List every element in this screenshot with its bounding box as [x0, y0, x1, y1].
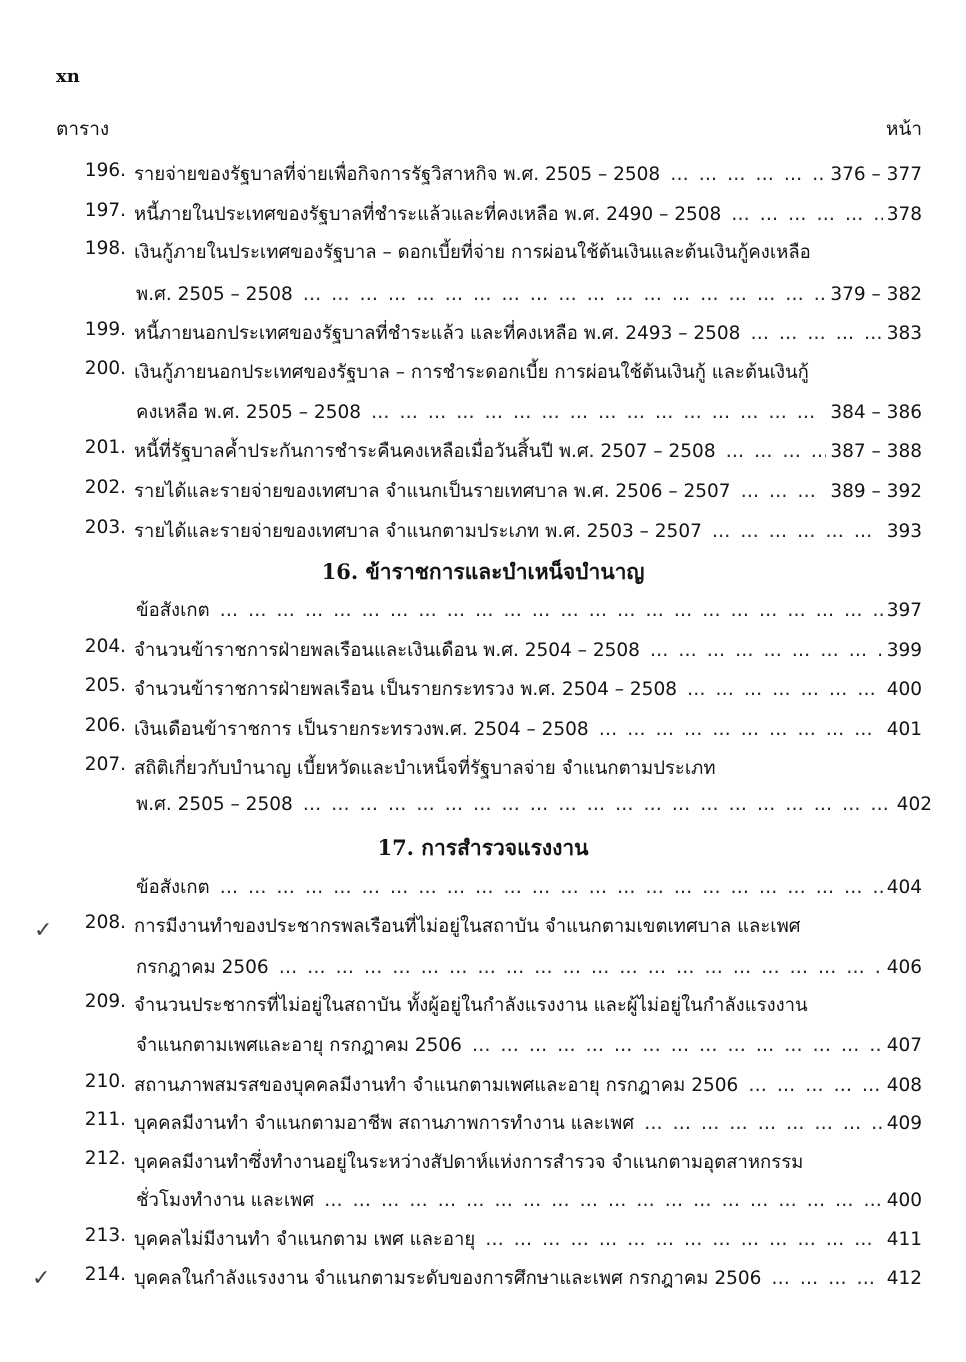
- entry-number: 200.: [84, 358, 126, 379]
- entry-title: หนี้ที่รัฐบาลค้ำประกันการชำระคืนคงเหลือเมื่อวันสิ้นปี พ.ศ. 2507 – 2508 … … … … … … … … … … … … … … … … … … … … … … … … … … … … … … … … … … … … … … … … … … 387 – 388: [134, 437, 922, 466]
- entry-number: 213.: [84, 1225, 126, 1246]
- toc-entry-208-cont: [0, 953, 966, 983]
- entry-title: หนี้ภายในประเทศของรัฐบาลที่ชำระแล้วและที่คงเหลือ พ.ศ. 2490 – 2508 … … … … … … … … … … … … … … … … … … … … … … … … … … … … … … … … … … … … … … … … … … 378: [134, 200, 922, 229]
- entry-page: 389 – 392: [830, 481, 922, 502]
- entry-number: 208.: [84, 912, 126, 933]
- section-17-note: [0, 873, 966, 903]
- entry-title: รายได้และรายจ่ายของเทศบาล จำแนกตามประเภท พ.ศ. 2503 – 2507 … … … … … … … … … … … … … … … … … … … … … … … … … … … … … … … … … … … … … … … … … … 393: [134, 517, 922, 546]
- entry-number: 209.: [84, 991, 126, 1012]
- toc-entry-206: [0, 715, 966, 745]
- entry-page: 400: [886, 1190, 922, 1211]
- entry-number: 205.: [84, 675, 126, 696]
- toc-entry-210: [0, 1071, 966, 1101]
- entry-page: 376 – 377: [830, 164, 922, 185]
- toc-entry-200: [0, 358, 966, 388]
- toc-entry-214: [0, 1264, 966, 1294]
- toc-entry-205: [0, 675, 966, 705]
- toc-entry-201: [0, 437, 966, 467]
- toc-entry-196: [0, 160, 966, 190]
- section-16-note: [0, 596, 966, 626]
- entry-page: 397: [886, 600, 922, 621]
- entry-number: 197.: [84, 200, 126, 221]
- entry-number: 198.: [84, 238, 126, 259]
- entry-title: บุคคลมีงานทำ จำแนกตามอาชีพ สถานภาพการทำงาน และเพศ … … … … … … … … … … … … … … … … … … … … … … … … … … … … … … … … … … … … … … … … … … 409: [134, 1109, 922, 1138]
- toc-entry-207: [0, 754, 966, 784]
- entry-title: รายได้และรายจ่ายของเทศบาล จำแนกเป็นรายเทศบาล พ.ศ. 2506 – 2507 … … … … … … … … … … … … … … … … … … … … … … … … … … … … … … … … … … … … … … … … … … 389 – 392: [134, 477, 922, 506]
- section-heading-17: 17. การสำรวจแรงงาน: [377, 835, 589, 860]
- entry-title: บุคคลไม่มีงานทำ จำแนกตาม เพศ และอายุ … … … … … … … … … … … … … … … … … … … … … … … … … … … … … … … … … … … … … … … … … … 411: [134, 1225, 922, 1254]
- entry-number: 203.: [84, 517, 126, 538]
- column-header-page: หน้า: [885, 118, 922, 140]
- entry-page: 409: [886, 1113, 922, 1134]
- entry-page: 400: [886, 679, 922, 700]
- entry-title: บุคคลมีงานทำซึ่งทำงานอยู่ในระหว่างสัปดาห์แห่งการสำรวจ จำแนกตามอุตสาหกรรม: [134, 1152, 804, 1173]
- check-mark: ✓: [34, 918, 53, 943]
- toc-entry-202: [0, 477, 966, 507]
- toc-entry-203: [0, 517, 966, 547]
- toc-entry-198: [0, 238, 966, 268]
- toc-entry-209-cont: [0, 1031, 966, 1061]
- toc-entry-207-cont: [0, 790, 966, 820]
- entry-number: 206.: [84, 715, 126, 736]
- entry-number: 204.: [84, 636, 126, 657]
- entry-title: เงินกู้ภายนอกประเทศของรัฐบาล – การชำระดอกเบี้ย การผ่อนใช้ต้นเงินกู้ และต้นเงินกู้: [134, 362, 809, 383]
- entry-page: 401: [886, 719, 922, 740]
- toc-entry-197: [0, 200, 966, 230]
- entry-page: 383: [886, 323, 922, 344]
- toc-entry-200-cont: [0, 398, 966, 428]
- entry-number: 196.: [84, 160, 126, 181]
- toc-entry-212-cont: [0, 1186, 966, 1216]
- entry-page: 406: [886, 957, 922, 978]
- entry-title-continuation: จำแนกตามเพศและอายุ กรกฎาคม 2506 … … … … … … … … … … … … … … … … … … … … … … … … … … … … … … … … … … … … … … … … … … 407: [136, 1031, 922, 1060]
- entry-title: สถิติเกี่ยวกับบำนาญ เบี้ยหวัดและบำเหน็จที่รัฐบาลจ่าย จำแนกตามประเภท: [134, 758, 716, 779]
- toc-entry-209: [0, 991, 966, 1021]
- check-mark: ✓: [32, 1266, 51, 1291]
- toc-entry-208: [0, 912, 966, 942]
- entry-page: 404: [886, 877, 922, 898]
- entry-number: 201.: [84, 437, 126, 458]
- entry-number: 207.: [84, 754, 126, 775]
- entry-number: 202.: [84, 477, 126, 498]
- entry-page: 408: [886, 1075, 922, 1096]
- entry-number: 199.: [84, 319, 126, 340]
- toc-entry-199: [0, 319, 966, 349]
- entry-title-continuation: ชั่วโมงทำงาน และเพศ … … … … … … … … … … … … … … … … … … … … … … … … … … … … … … … … … … … … … … … … … … 400: [136, 1186, 922, 1215]
- entry-page: 399: [886, 640, 922, 661]
- entry-number: 212.: [84, 1148, 126, 1169]
- entry-title-continuation: พ.ศ. 2505 – 2508 … … … … … … … … … … … … … … … … … … … … … … … … … … … … … … … … … … … … … … … … … … 402: [136, 790, 932, 819]
- entry-title-continuation: คงเหลือ พ.ศ. 2505 – 2508 … … … … … … … … … … … … … … … … … … … … … … … … … … … … … … … … … … … … … … … … … … 384 – 386: [136, 398, 922, 427]
- entry-page: 378: [886, 204, 922, 225]
- entry-page: 402: [896, 794, 932, 815]
- entry-title: หนี้ภายนอกประเทศของรัฐบาลที่ชำระแล้ว และที่คงเหลือ พ.ศ. 2493 – 2508 … … … … … … … … … … … … … … … … … … … … … … … … … … … … … … … … … … … … … … … … … … 383: [134, 319, 922, 348]
- toc-entry-198-cont: [0, 280, 966, 310]
- entry-number: 211.: [84, 1109, 126, 1130]
- entry-page: 384 – 386: [830, 402, 922, 423]
- entry-page: 407: [886, 1035, 922, 1056]
- entry-page: 411: [886, 1229, 922, 1250]
- note-entry: ข้อสังเกต … … … … … … … … … … … … … … … … … … … … … … … … … … … … … … … … … … … … … … … … … … 397: [136, 596, 922, 625]
- toc-entry-212: [0, 1148, 966, 1178]
- entry-title-continuation: กรกฎาคม 2506 … … … … … … … … … … … … … … … … … … … … … … … … … … … … … … … … … … … … … … … … … … 406: [136, 953, 922, 982]
- entry-page: 412: [886, 1268, 922, 1289]
- section-heading-16: 16. ข้าราชการและบำเหน็จบำนาญ: [321, 559, 645, 584]
- toc-entry-211: [0, 1109, 966, 1139]
- entry-title: จำนวนประชากรที่ไม่อยู่ในสถาบัน ทั้งผู้อยู่ในกำลังแรงงาน และผู้ไม่อยู่ในกำลังแรงงาน: [134, 995, 808, 1016]
- entry-title: จำนวนข้าราชการฝ่ายพลเรือนและเงินเดือน พ.ศ. 2504 – 2508 … … … … … … … … … … … … … … … … … … … … … … … … … … … … … … … … … … … … … … … … … … 399: [134, 636, 922, 665]
- entry-title: บุคคลในกำลังแรงงาน จำแนกตามระดับของการศึกษาและเพศ กรกฎาคม 2506 … … … … … … … … … … … … … … … … … … … … … … … … … … … … … … … … … … … … … … … … … … 412: [134, 1264, 922, 1293]
- page-number: xn: [56, 66, 80, 87]
- entry-number: 214.: [84, 1264, 126, 1285]
- entry-title: เงินเดือนข้าราชการ เป็นรายกระทรวงพ.ศ. 2504 – 2508 … … … … … … … … … … … … … … … … … … … … … … … … … … … … … … … … … … … … … … … … … … 401: [134, 715, 922, 744]
- entry-title: สถานภาพสมรสของบุคคลมีงานทำ จำแนกตามเพศและอายุ กรกฎาคม 2506 … … … … … … … … … … … … … … … … … … … … … … … … … … … … … … … … … … … … … … … … … … 408: [134, 1071, 922, 1100]
- entry-number: 210.: [84, 1071, 126, 1092]
- entry-title: การมีงานทำของประชากรพลเรือนที่ไม่อยู่ในสถาบัน จำแนกตามเขตเทศบาล และเพศ: [134, 916, 801, 937]
- entry-title: รายจ่ายของรัฐบาลที่จ่ายเพื่อกิจการรัฐวิสาหกิจ พ.ศ. 2505 – 2508 … … … … … … … … … … … … … … … … … … … … … … … … … … … … … … … … … … … … … … … … … … 376 – 377: [134, 160, 922, 189]
- toc-entry-213: [0, 1225, 966, 1255]
- entry-page: 379 – 382: [830, 284, 922, 305]
- entry-title: จำนวนข้าราชการฝ่ายพลเรือน เป็นรายกระทรวง พ.ศ. 2504 – 2508 … … … … … … … … … … … … … … … … … … … … … … … … … … … … … … … … … … … … … … … … … … 400: [134, 675, 922, 704]
- entry-page: 393: [886, 521, 922, 542]
- entry-page: 387 – 388: [830, 441, 922, 462]
- entry-title-continuation: พ.ศ. 2505 – 2508 … … … … … … … … … … … … … … … … … … … … … … … … … … … … … … … … … … … … … … … … … … 379 – 382: [136, 280, 922, 309]
- entry-title: เงินกู้ภายในประเทศของรัฐบาล – ดอกเบี้ยที่จ่าย การผ่อนใช้ต้นเงินและต้นเงินกู้คงเหลือ: [134, 242, 811, 263]
- note-entry: ข้อสังเกต … … … … … … … … … … … … … … … … … … … … … … … … … … … … … … … … … … … … … … … … … … 404: [136, 873, 922, 902]
- column-header-table: ตาราง: [56, 118, 110, 140]
- toc-entry-204: [0, 636, 966, 666]
